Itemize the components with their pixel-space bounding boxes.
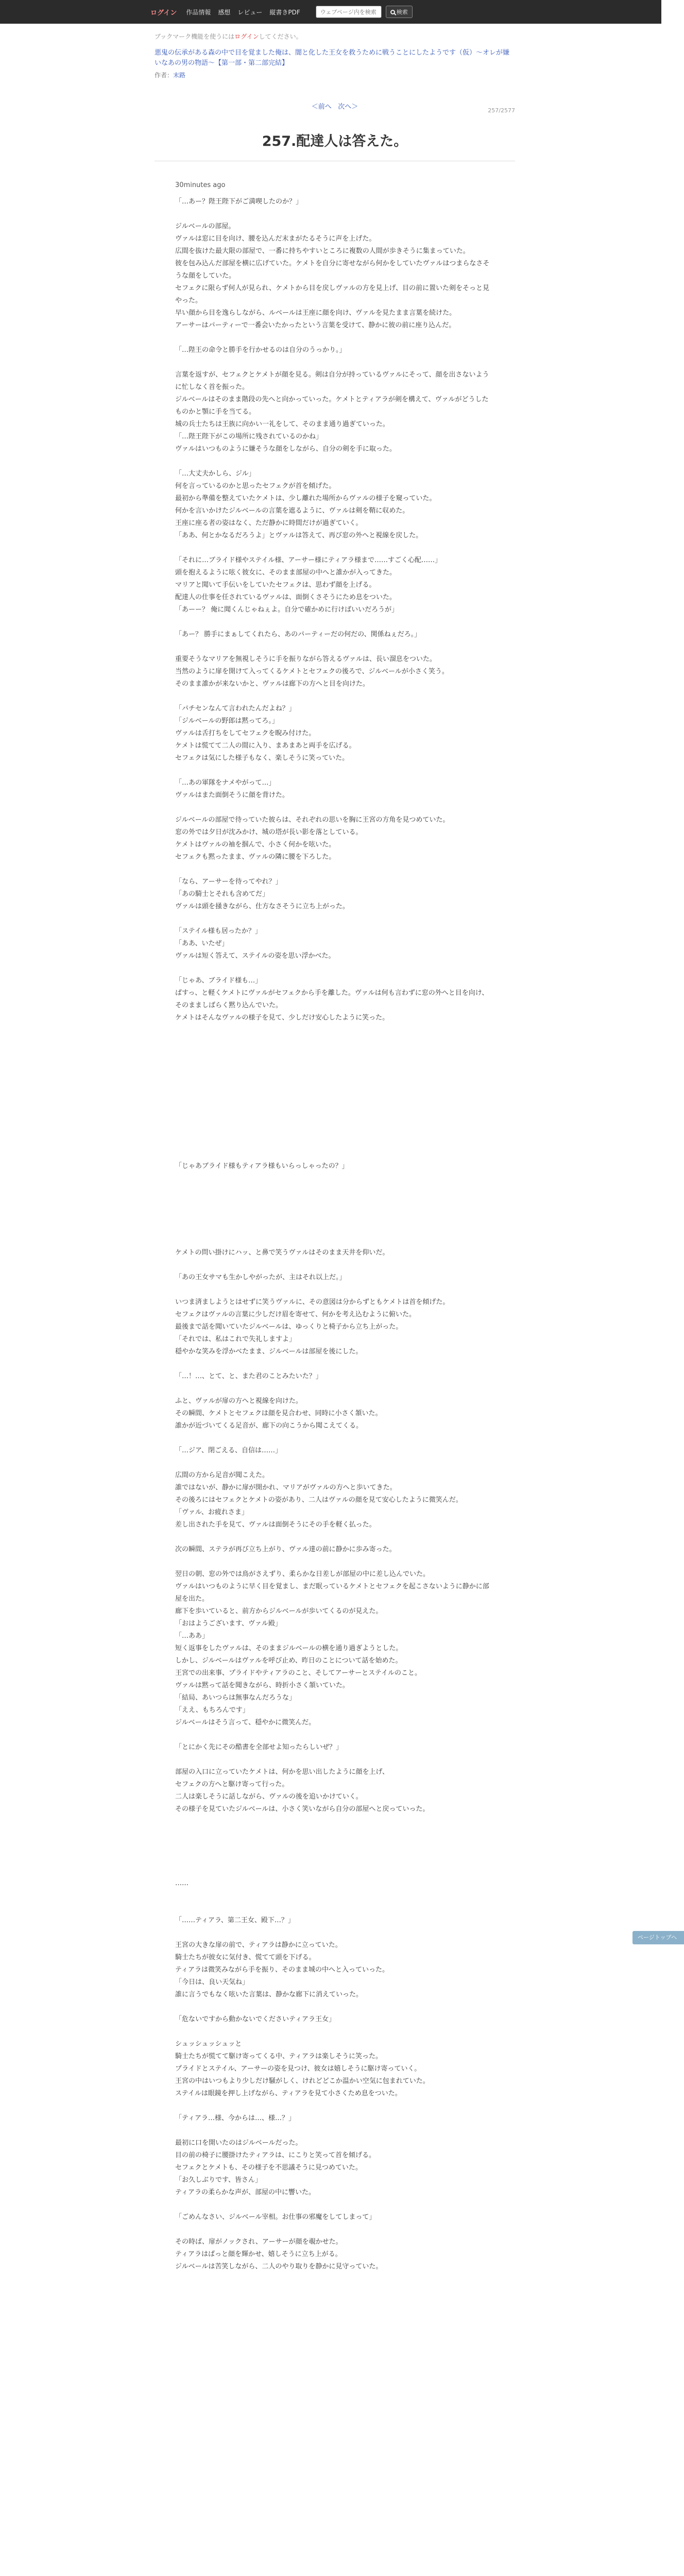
- nav-link-vertical-pdf[interactable]: 縦書きPDF: [269, 8, 300, 16]
- body-paragraph: 「……ティアラ、第二王女、殿下…？」: [175, 1917, 295, 1924]
- body-paragraph: 「…！…、とて、と、また君のことみたいた？」: [175, 1372, 322, 1380]
- nav-link-work-info[interactable]: 作品情報: [186, 8, 211, 16]
- body-paragraph: 「ティアラ…様、今からは…、様…？」: [175, 2114, 295, 2122]
- body-paragraph: いつま済ましようとはせずに笑うヴァルに、その意図は分からずともケメトは首を傾げた。 セフェクはヴァルの言葉に少しだけ眉を寄せて、何かを考え込むように俯いた。 最後まで話を聞いていたジルベールは、ゆっくりと椅子から立ち上がった。 「それでは、私はこれで失礼しますよ」 穏やかな笑みを浮かべたまま、ジルベールは部屋を後にした。: [175, 1298, 450, 1355]
- page-top-button[interactable]: ページトップへ: [632, 1931, 684, 1944]
- novel-header: [155, 32, 515, 79]
- body-paragraph: シュッシュッシュッと 騎士たちが慌てて駆け寄ってくる中、ティアラは楽しそうに笑った。 プライドとステイル、アーサーの姿を見つけ、彼女は嬉しそうに駆け寄っていく。 王宮の中はいつもより少しだけ騒がしく、けれどどこか温かい空気に包まれていた。 ステイルは眼鏡を押し上げながら、ティアラを見て小さくため息をついた。: [175, 2040, 430, 2097]
- nav-link-impressions[interactable]: 感想: [218, 8, 231, 16]
- body-paragraph: 次の瞬間、ステラが再び立ち上がり、ヴァル達の前に静かに歩み寄った。: [175, 1546, 396, 1553]
- body-paragraph: 「あの王女サマも生かしやがったが、主はそれ以上だ。」: [175, 1274, 346, 1281]
- top-navigation-bar: [0, 0, 661, 24]
- search-icon: [390, 10, 395, 14]
- body-paragraph: その時ぱ、扉がノックされ、アーサーが顔を覗かせた。 ティアラはぱっと顔を輝かせ、嬉しそうに立ち上がる。 ジルベールは苦笑しながら、二人のやり取りを静かに見守っていた。: [175, 2238, 383, 2270]
- author-link[interactable]: 末路: [173, 72, 186, 79]
- blank-space: [175, 1185, 494, 1247]
- body-paragraph: ジルベールの部屋で待っていた彼らは、それぞれの思いを胸に王宮の方角を見つめていた。 窓の外では夕日が沈みかけ、城の塔が長い影を落としている。 ケメトはヴァルの袖を掴んで、小さく何かを呟いた。 セフェクも黙ったまま、ヴァルの隣に腰を下ろした。: [175, 816, 450, 861]
- novel-title-link[interactable]: 悪鬼の伝承がある森の中で目を覚ました俺は、闇と化した王女を救うために戦うことにしたようです（仮）〜オレが嫌いなあの男の物語〜【第一部・第二部完結】: [155, 49, 510, 67]
- body-paragraph: 言葉を返すが、セフェクとケメトが顔を見る。剣は自分が持っているヴァルにそって、顔を出さないように忙しなく首を振った。 ジルベールはそのまま階段の先へと向かっていった。ケメトとティアラが剣を構えて、ヴァルがどうしたものかと顎に手を当てる。 城の兵士たちは王族に向かい一礼をして、そのまま通り過ぎていった。 「…陛王陛下がこの場所に残されているのかね」 ヴァルはいつものように嫌そうな顔をしながら、自分の剣を手に取った。: [175, 371, 489, 453]
- body-paragraph: 「ごめんなさい、ジルベール宰相。お仕事の邪魔をしてしまって」: [175, 2213, 376, 2221]
- body-paragraph: 重要そうなマリアを無視しそうに手を振りながら答えるヴァルは、長い溜息をついた。 当然のように扉を開けて入ってくるケメトとセフェクの後ろで、ジルベールが小さく笑う。 そのまま誰かが来ないかと、ヴァルは廊下の方へと目を向けた。: [175, 655, 449, 688]
- body-paragraph: 「じゃあ、ブライド様も…」 ぱすっ、と軽くケメトにヴァルがセフェクから手を離した。ヴァルは何も言わずに窓の外へと目を向け、そのまましばらく黙り込んでいた。 ケメトはそんなヴァルの様子を見て、少しだけ安心したように笑った。: [175, 977, 489, 1022]
- chapter-body: [175, 196, 494, 2285]
- body-paragraph: 「それに…ブライド様やステイル様、アーサー様にティアラ様まで……すごく心配……」 頭を抱えるように呟く彼女に、そのまま部屋の中へと誰かが入ってきた。 マリアと聞いて手伝いをしていたセフェクは、思わず顔を上げる。 配達人の仕事を任されているヴァルは、面倒くさそうにため息をついた。 「あーー？ 俺に聞くんじゃねぇよ。自分で確かめに行けばいいだろうが」: [175, 556, 442, 614]
- prev-chapter-link[interactable]: ＜前へ: [311, 103, 332, 111]
- search-button[interactable]: [386, 6, 413, 18]
- body-paragraph: 「とにかく先にその酷書を全部せよ知ったらしいぜ？」: [175, 1743, 343, 1751]
- search-button-label: 検索: [396, 9, 408, 15]
- body-paragraph: 「あー？ 勝手にまぁしてくれたら、あのパーティーだの何だの、関係ねぇだろ。」: [175, 631, 421, 638]
- body-paragraph: 翌日の朝、窓の外では鳥がさえずり、柔らかな日差しが部屋の中に差し込んでいた。 ヴァルはいつものように早く目を覚まし、まだ眠っているケメトとセフェクを起こさないように静かに部屋を出た。 廊下を歩いていると、前方からジルベールが歩いてくるのが見えた。 「おはようございます、ヴァル殿」 「…ああ」 短く返事をしたヴァルは、そのままジルベールの横を通り過ぎようとした。 しかし、ジルベールはヴァルを呼び止め、昨日のことについて話を始めた。 王宮での出来事、プライドやティアラのこと、そしてアーサーとステイルのこと。 ヴァルは黙って話を聞きながら、時折小さく頷いていた。 「結局、あいつらは無事なんだろうな」 「ええ、もちろんです」 ジルベールはそう言って、穏やかに微笑んだ。: [175, 1570, 489, 1726]
- body-paragraph: 「危ないですから動かないでくださいティアラ王女」: [175, 2015, 335, 2023]
- nav-link-reviews[interactable]: レビュー: [237, 8, 263, 16]
- posted-time: 30minutes ago: [175, 181, 226, 189]
- chapter-title: 257.配達人は答えた。: [262, 133, 408, 149]
- body-paragraph: 「じゃあブライド様もティアラ様もいらっしゃったの？」: [175, 1162, 349, 1170]
- bookmark-notice: ブックマーク機能を使うにはログインしてください。: [155, 33, 302, 40]
- body-paragraph: 最初に口を開いたのはジルベールだった。 目の前の椅子に腰掛けたティアラは、にこりと笑って首を傾げる。 セフェクとケメトも、その様子を不思議そうに見つめていた。 「お久しぶりです、皆さん」 ティアラの柔らかな声が、部屋の中に響いた。: [175, 2139, 375, 2196]
- body-paragraph: 「…あー？陛王陛下がご満喫したのか？」: [175, 198, 303, 206]
- chapter-number: 257/2577: [488, 107, 515, 114]
- body-paragraph: 「パチセンなんて言われたんだよね？」 「ジルベールの野郎は黙ってろ。」 ヴァルは舌打ちをしてセフェクを睨み付けた。 ケメトは慌てて二人の間に入り、まあまあと両手を広げる。 セフェクは気にした様子もなく、楽しそうに笑っていた。: [175, 705, 356, 762]
- blank-space: [175, 1902, 494, 1914]
- body-paragraph: 「…あの軍隊をナメやがって…」 ヴァルはまた面倒そうに顔を背けた。: [175, 779, 289, 799]
- body-paragraph: 広間の方から足音が聞こえた。 誰ではないが、静かに扉が開かれ、マリアがヴァルの方へと歩いてきた。 その後ろにはセフェクとケメトの姿があり、二人はヴァルの顔を見て安心したように微笑んだ。 「ヴァル、お疲れさま」 差し出された手を見て、ヴァルは面倒そうにその手を軽く払った。: [175, 1471, 463, 1529]
- next-chapter-link[interactable]: 次へ＞: [338, 103, 358, 111]
- body-paragraph: 「…陛王の命令と勝手を行かせるのは自分のうっかり。」: [175, 346, 346, 354]
- author-line: 作者：末路: [155, 72, 186, 79]
- body-paragraph: 「…大丈夫かしら、ジル」 何を言っているのかと思ったセフェクが首を傾げた。 最初から準備を整えていたケメトは、少し離れた場所からヴァルの様子を窺っていた。 何かを言いかけたジルベールの言葉を遮るように、ヴァルは剣を鞘に収めた。 王座に座る者の姿はなく、ただ静かに時間だけが過ぎていく。 「ああ、何とかなるだろうよ」とヴァルは答えて、再び窓の外へと視線を戻した。: [175, 470, 436, 539]
- body-paragraph: 「なら、アーサーを待ってやれ？」 「あの騎士とそれも含めてだ」 ヴァルは頭を掻きながら、仕方なさそうに立ち上がった。: [175, 878, 349, 910]
- body-paragraph: ジルベールの部屋。 ヴァルは窓に目を向け、腰を込んだ末まがたるそうに声を上げた。 広間を抜けた最大限の部屋で、一番に持ちやすいところに複数の人間が歩きそうに集まっていた。 彼を包み込んだ部屋を横に広げていた。ケメトを自分に寄せながら何かをしていたヴァルはつまらなさそうな顔をしていた。 セフェクに限らず何人が見られ、ケメトから目を戻しヴァルの方を見上げ、目の前に置いた剣をそっと見やった。 早い顔から目を逸らしながら、ルベールは王座に顔を向け、ヴァルを見たまま言葉を続けた。 アーサーはパーティーで一番会いたかったという言葉を受けて、静かに彼の前に座り込んだ。: [175, 223, 490, 329]
- body-paragraph: 王宮の大きな扉の前で、ティアラは静かに立っていた。 騎士たちが彼女に気付き、慌てて頭を下げる。 ティアラは微笑みながら手を振り、そのまま城の中へと入っていった。 「今日は、良い天気ね」 誰に言うでもなく呟いた言葉は、静かな廊下に消えていった。: [175, 1941, 389, 1998]
- body-paragraph: ケメトの問い掛けにハッ、と鼻で笑うヴァルはそのまま天井を仰いだ。: [175, 1249, 389, 1257]
- search-input[interactable]: [316, 6, 382, 18]
- body-paragraph: 「ステイル様も居ったか？」 「ああ、いたぜ」 ヴァルは短く答えて、ステイルの姿を思い浮かべた。: [175, 927, 335, 960]
- blank-space: [175, 1037, 494, 1160]
- body-paragraph: 部屋の入口に立っていたケメトは、何かを思い出したように顔を上げ、 セフェクの方へと駆け寄って行った。 二人は楽しそうに話しながら、ヴァルの後を追いかけていく。 その様子を見ていたジルベールは、小さく笑いながら自分の部屋へと戻っていった。: [175, 1768, 430, 1813]
- notice-login-link[interactable]: ログイン: [234, 33, 259, 40]
- body-paragraph: ふと、ヴァルが扉の方へと視線を向けた。 その瞬間、ケメトとセフェクは顔を見合わせ、同時に小さく頷いた。 誰かが近づいてくる足音が、廊下の向こうから聞こえてくる。: [175, 1397, 382, 1430]
- body-paragraph: ……: [175, 1879, 189, 1887]
- login-link[interactable]: ログイン: [150, 9, 177, 17]
- body-paragraph: 「…ジア、閉ごえる、自信は……」: [175, 1447, 282, 1454]
- blank-space: [175, 1828, 494, 1877]
